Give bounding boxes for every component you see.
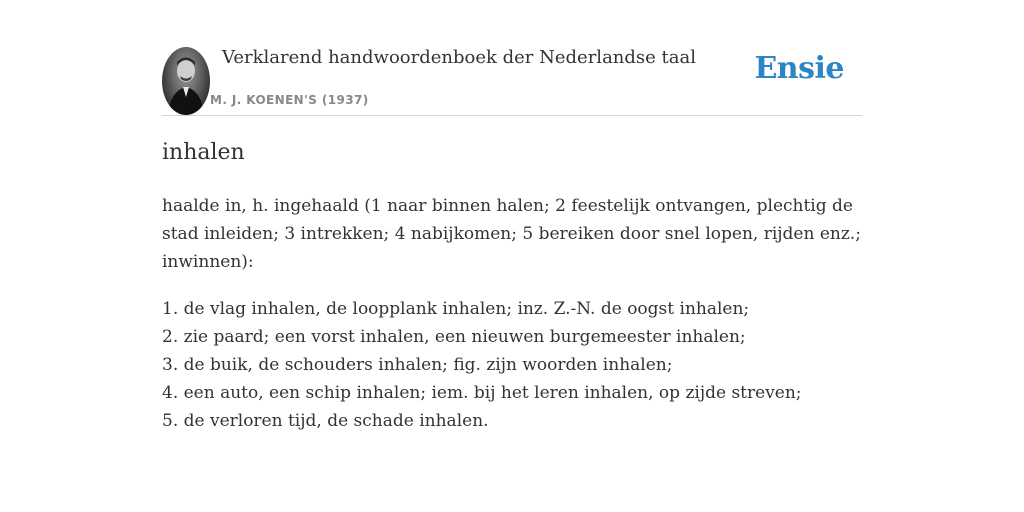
- book-title[interactable]: Verklarend handwoordenboek der Nederlandse taal: [222, 47, 696, 68]
- example-item: 3. de buik, de schouders inhalen; fig. zijn woorden inhalen;: [162, 355, 673, 375]
- example-item: 5. de verloren tijd, de schade inhalen.: [162, 411, 489, 431]
- author-label: M. J. KOENEN'S (1937): [210, 93, 369, 107]
- entry-examples-list: [162, 295, 862, 435]
- example-item: 1. de vlag inhalen, de loopplank inhalen; inz. Z.-N. de oogst inhalen;: [162, 299, 750, 319]
- page-header: [162, 46, 862, 116]
- ensie-logo-link[interactable]: Ensie: [754, 51, 844, 86]
- entry-headword: inhalen: [162, 140, 245, 165]
- example-item: 2. zie paard; een vorst inhalen, een nieuwen burgemeester inhalen;: [162, 327, 746, 347]
- example-item: 4. een auto, een schip inhalen; iem. bij het leren inhalen, op zijde streven;: [162, 383, 802, 403]
- author-portrait-icon: [162, 47, 210, 115]
- entry-definition: haalde in, h. ingehaald (1 naar binnen halen; 2 feestelijk ontvangen, plechtig de stad inleiden; 3 intrekken; 4 nabijkomen; 5 bereiken door snel lopen, rijden enz.; inwinnen):: [162, 196, 861, 272]
